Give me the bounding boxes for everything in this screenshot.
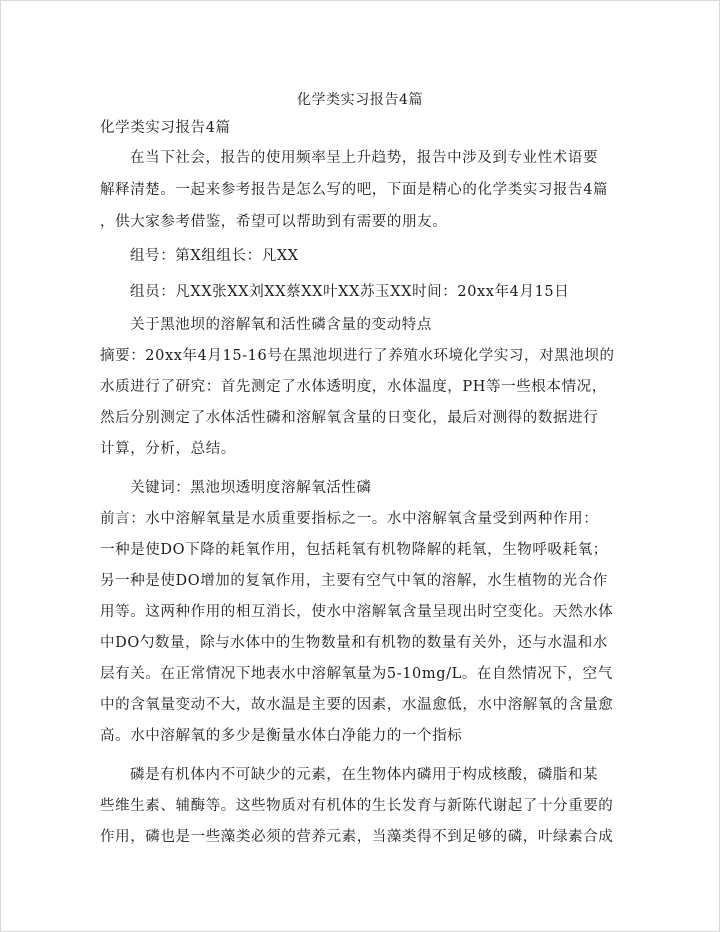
paragraph-line: 些维生素、辅酶等。这些物质对有机体的生长发育与新陈代谢起了十分重要的: [100, 798, 614, 814]
paragraph-line: 一种是使DO下降的耗氧作用，包括耗氧有机物降解的耗氧，生物呼吸耗氧；: [100, 542, 608, 558]
phosphorus-paragraph: [100, 760, 620, 853]
document-title: 化学类实习报告4篇: [296, 92, 424, 108]
paragraph-line: 解释清楚。一起来参考报告是怎么写的吧，下面是精心的化学类实习报告4篇: [100, 182, 609, 198]
paragraph-line: 摘要：20xx年4月15-16号在黑池坝进行了养殖水环境化学实习，对黑池坝的: [100, 348, 615, 364]
paragraph-line: 中的含氧量变动不大，故水温是主要的因素，水温愈低，水中溶解氧的含量愈: [100, 697, 614, 713]
abstract-paragraph: [100, 341, 620, 465]
preface-paragraph: [100, 504, 620, 752]
paragraph-line: 水质进行了研究：首先测定了水体透明度，水体温度，PH等一些根本情况，: [100, 379, 607, 395]
report-title: 关于黑池坝的溶解氧和活性磷含量的变动特点: [130, 317, 432, 333]
paragraph-line: 层有关。在正常情况下地表水中溶解氧量为5-10mg/L。在自然情况下，空气: [100, 666, 613, 682]
document-body: [100, 86, 620, 853]
paragraph-line: 用等。这两种作用的相互消长，使水中溶解氧含量呈现出时空变化。天然水体: [100, 604, 614, 620]
paragraph-line: 中DO勺数量，除与水体中的生物数量和有机物的数量有关外，还与水温和水: [100, 635, 608, 651]
paragraph-line: 另一种是使DO增加的复氧作用，主要有空气中氧的溶解，水生植物的光合作: [100, 573, 608, 589]
paragraph-line: 作用，磷也是一些藻类必须的营养元素，当藻类得不到足够的磷，叶绿素合成: [100, 829, 614, 845]
paragraph-line: 在当下社会，报告的使用频率呈上升趋势，报告中涉及到专业性术语要: [130, 150, 599, 166]
intro-paragraph: [100, 142, 620, 238]
group-line: 组号：第X组组长：凡XX: [130, 248, 299, 264]
keywords-line: 关键词：黑池坝透明度溶解氧活性磷: [130, 480, 372, 496]
document-subtitle: 化学类实习报告4篇: [100, 120, 231, 136]
paragraph-line: 计算，分析，总结。: [100, 441, 236, 457]
paragraph-line: 前言：水中溶解氧量是水质重要指标之一。水中溶解氧含量受到两种作用：: [100, 511, 599, 527]
paragraph-line: 高。水中溶解氧的多少是衡量水体白净能力的一个指标: [100, 728, 463, 744]
paragraph-line: 磷是有机体内不可缺少的元素，在生物体内磷用于构成核酸，磷脂和某: [130, 767, 599, 783]
members-line: 组员：凡XX张XX刘XX蔡XX叶XX苏玉XX时间：20xx年4月15日: [130, 284, 570, 300]
paragraph-line: 然后分别测定了水体活性磷和溶解氧含量的日变化，最后对测得的数据进行: [100, 410, 599, 426]
paragraph-line: ，供大家参考借鉴，希望可以帮助到有需要的朋友。: [100, 214, 448, 230]
